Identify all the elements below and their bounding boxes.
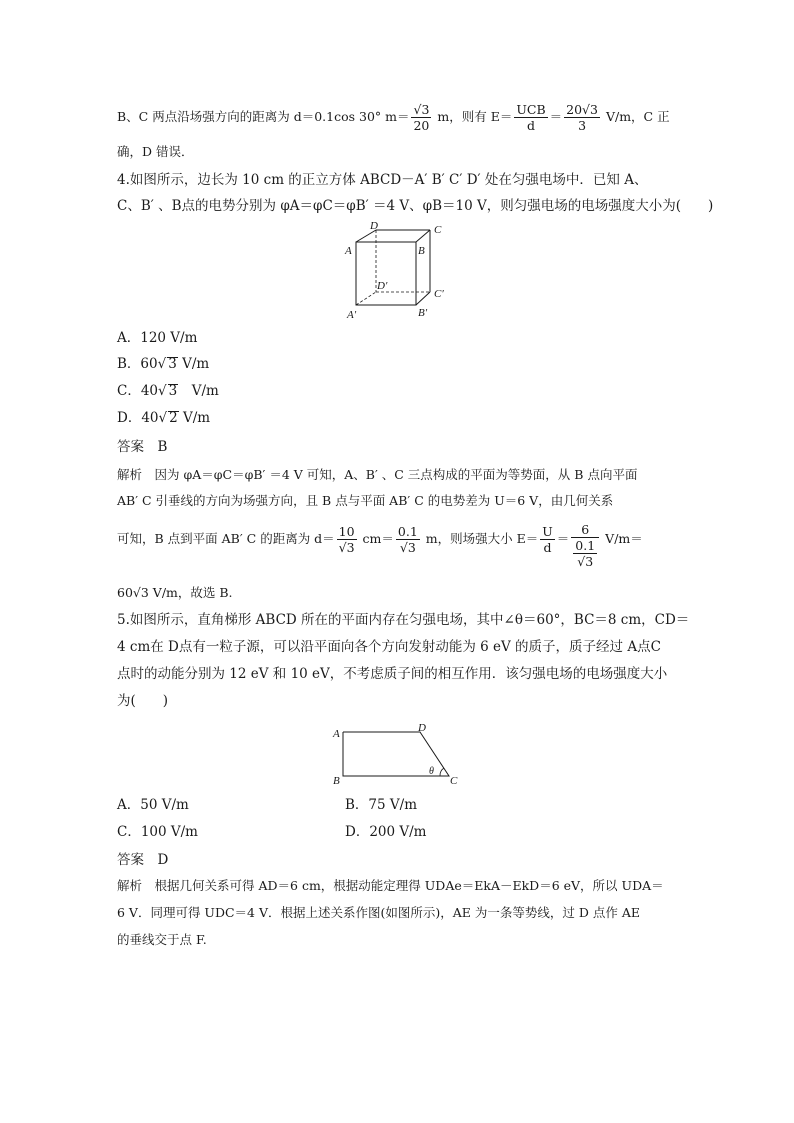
q5-stem-line-4: 为( )	[117, 693, 169, 709]
text: B、C 两点沿场强方向的距离为 d＝0.1cos 30° m＝	[117, 109, 410, 124]
angle-arc-theta	[440, 768, 444, 776]
cube-hidden-edge-ApDp	[356, 292, 376, 305]
continuation-line-2: 确，D 错误．	[117, 144, 194, 159]
label-Bp: B′	[418, 307, 428, 319]
q5-explanation-line-1: 解析 根据几何关系可得 AD＝6 cm，根据动能定理得 UDAe＝EkA－EkD＝6 eV，所以 UDA＝	[117, 878, 664, 893]
q4-explanation-line-2: AB′ C 引垂线的方向为场强方向，且 B 点与平面 AB′ C 的电势差为 U＝6 V，由几何关系	[117, 493, 614, 508]
q5-stem-line-2: 4 cm在 D点有一粒子源，可以沿平面向各个方向发射动能为 6 eV 的质子，质子经过 A点C	[117, 639, 661, 655]
fraction-10-over-sqrt3: $\frac{10}{√3}$	[338, 524, 355, 555]
label-theta: θ	[429, 766, 434, 777]
label-D: D	[418, 722, 426, 734]
q4-option-c: C．40√ 3 V/m	[117, 381, 219, 401]
label-A: A	[333, 728, 340, 740]
fraction-ucb-over-d: $\frac{\text{UCB}}{d}$	[516, 102, 546, 133]
fraction-u-over-d: $\frac{U}{d}$	[542, 524, 553, 555]
q5-option-d: D．200 V/m	[345, 824, 427, 840]
q5-explanation-line-2: 6 V．同理可得 UDC＝4 V．根据上述关系作图(如图所示)，AE 为一条等势线，过 D 点作 AE	[117, 905, 640, 920]
q4-option-d: D．40√ 2 V/m	[117, 408, 210, 428]
q4-option-b: B．60√ 3 V/m	[117, 354, 209, 374]
label-Ap: A′	[347, 309, 357, 321]
label-D: D	[370, 220, 378, 232]
q4-answer: 答案 B	[117, 439, 168, 455]
label-C: C	[450, 775, 458, 787]
q4-stem-line-1: 4.如图所示，边长为 10 cm 的正立方体 ABCD－A′ B′ C′ D′ 处在匀强电场中．已知 A、	[117, 172, 648, 188]
q5-answer: 答案 D	[117, 852, 169, 868]
label-B: B	[333, 775, 340, 787]
q4-explanation-line-1: 解析 因为 φA＝φC＝φB′ ＝4 V 可知，A、B′ 、C 三点构成的平面为等势面，从 B 点向平面	[117, 467, 638, 482]
trapezoid-figure	[328, 722, 468, 788]
q5-stem-line-1: 5.如图所示，直角梯形 ABCD 所在的平面内存在匀强电场，其中∠θ＝60°，BC＝8 cm，CD＝	[117, 612, 690, 628]
fraction-0.1-over-sqrt3: $\frac{0.1}{√3}$	[397, 524, 418, 555]
cube-edge-BC	[416, 230, 430, 242]
label-C: C	[434, 224, 442, 236]
text: V/m，C 正	[601, 109, 670, 124]
q4-option-a: A．120 V/m	[117, 330, 198, 346]
label-Dp: D′	[377, 280, 388, 292]
cube-edge-BpCp	[416, 292, 430, 305]
label-A: A	[345, 245, 352, 257]
fraction-6-over-compound: $\frac{6}{\frac{0.1}{√3}}$	[571, 522, 599, 569]
q4-explanation-line-3: 可知，B 点到平面 AB′ C 的距离为 d＝ $\frac{10}{√3}$ cm＝ $\frac{0.1}{√3}$ m，则场强大小 E＝ $\frac{U}{d}$ ＝ $\frac{6}{\frac{0.1}{√3}}$ V/m＝	[117, 522, 643, 569]
cube-figure	[340, 220, 460, 324]
fraction-20sqrt3-over-3: $\frac{20√3}{3}$	[566, 102, 598, 133]
q5-explanation-line-3: 的垂线交于点 F.	[117, 932, 207, 947]
q5-option-b: B．75 V/m	[345, 797, 417, 813]
label-B: B	[418, 245, 425, 257]
text: m，则有 E＝	[433, 109, 513, 124]
q5-option-c: C．100 V/m	[117, 824, 198, 840]
fraction-sqrt3-over-20: $\frac{√3}{20}$	[413, 102, 430, 133]
label-Cp: C′	[434, 288, 444, 300]
continuation-line-1: B、C 两点沿场强方向的距离为 d＝0.1cos 30° m＝ $\frac{√3}{20}$ m，则有 E＝ $\frac{\text{UCB}}{d}$ ＝ $\frac{20√3}{3}$ V/m，C 正	[117, 102, 670, 133]
q5-stem-line-3: 点时的动能分别为 12 eV 和 10 eV，不考虑质子间的相互作用．该匀强电场的电场强度大小	[117, 666, 668, 682]
q4-explanation-line-4: 60√3 V/m，故选 B.	[117, 585, 233, 600]
q4-stem-line-2: C、B′ 、B点的电势分别为 φA＝φC＝φB′ ＝4 V、φB＝10 V，则匀强电场的电场强度大小为( )	[117, 198, 714, 214]
q5-option-a: A．50 V/m	[117, 797, 189, 813]
cube-front-face	[356, 242, 416, 305]
